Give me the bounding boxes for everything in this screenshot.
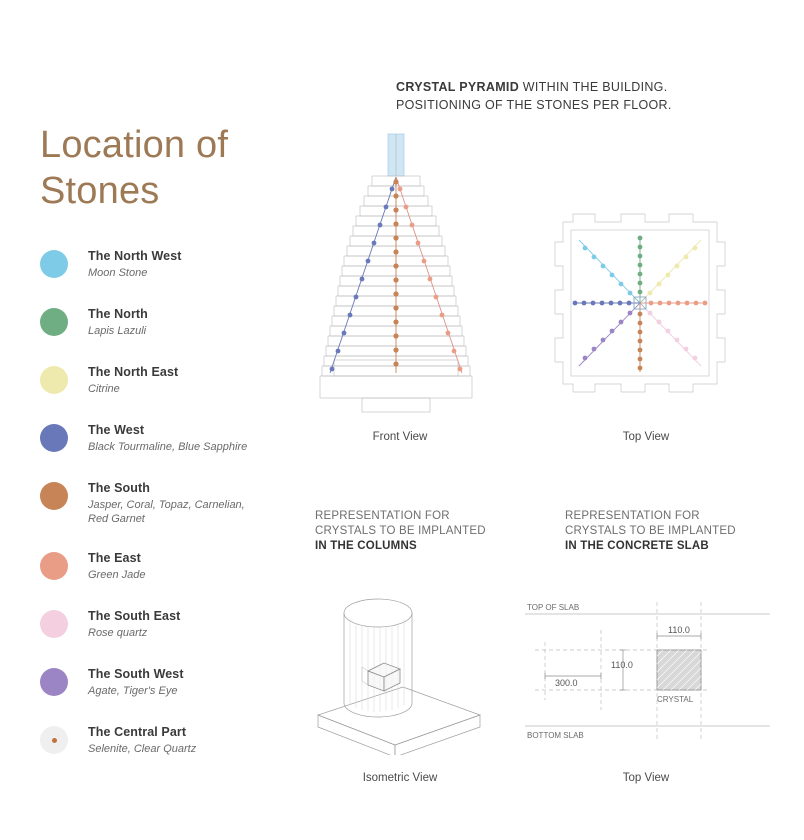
list-item (40, 550, 320, 596)
legend-item-label: The North East (88, 365, 179, 379)
legend-item-label: The East (88, 551, 141, 565)
legend-item-label: The North (88, 307, 148, 321)
color-swatch-central (40, 726, 68, 754)
center-dot-icon (52, 738, 57, 743)
main-heading (396, 78, 672, 114)
list-item (40, 724, 320, 770)
legend-item-stones: Lapis Lazuli (88, 325, 147, 337)
columns-subheading (315, 509, 515, 554)
crystal-label: CRYSTAL (657, 695, 694, 704)
front-view-caption: Front View (372, 431, 428, 443)
main-heading-bold: CRYSTAL PYRAMID (396, 80, 520, 94)
list-item (40, 480, 320, 538)
color-swatch-north-east (40, 366, 68, 394)
legend-item-stones: Rose quartz (88, 627, 148, 639)
legend-item-label: The South West (88, 667, 184, 681)
slab-detail-figure (505, 590, 785, 765)
isometric-view-caption: Isometric View (362, 772, 438, 784)
slab-subheading-line1: REPRESENTATION FOR (565, 510, 700, 522)
main-heading-line2: POSITIONING OF THE STONES PER FLOOR. (396, 98, 672, 112)
slab-top-view-caption: Top View (622, 772, 670, 784)
legend-item-stones: Citrine (88, 383, 120, 395)
legend (40, 248, 320, 782)
color-swatch-north-west (40, 250, 68, 278)
color-swatch-east (40, 552, 68, 580)
top-of-slab-label: TOP OF SLAB (527, 603, 580, 612)
page-title: Location of Stones (40, 124, 229, 212)
slab-subheading-line2: CRYSTALS TO BE IMPLANTED (565, 525, 736, 537)
legend-item-stones: Moon Stone (88, 267, 148, 279)
legend-item-label: The South East (88, 609, 181, 623)
legend-item-stones: Selenite, Clear Quartz (88, 743, 197, 755)
front-view-figure (312, 130, 492, 425)
bottom-slab-label: BOTTOM SLAB (527, 731, 584, 740)
color-swatch-south-east (40, 610, 68, 638)
color-swatch-west (40, 424, 68, 452)
slab-dim-offset: 300.0 (555, 678, 578, 688)
isometric-column-figure (300, 575, 500, 760)
top-view-caption: Top View (622, 431, 670, 443)
color-swatch-south-west (40, 668, 68, 696)
list-item (40, 666, 320, 712)
legend-item-stones: Green Jade (88, 569, 146, 581)
columns-subheading-line3: IN THE COLUMNS (315, 540, 417, 552)
legend-item-stones: Black Tourmaline, Blue Sapphire (88, 441, 248, 453)
list-item (40, 248, 320, 294)
slab-dim-width: 110.0 (668, 625, 690, 635)
color-swatch-south (40, 482, 68, 510)
legend-item-label: The West (88, 423, 145, 437)
top-view-figure (535, 200, 755, 425)
main-heading-rest: WITHIN THE BUILDING. (519, 80, 668, 94)
legend-item-label: The South (88, 481, 151, 495)
legend-item-label: The North West (88, 249, 182, 263)
slab-subheading-line3: IN THE CONCRETE SLAB (565, 540, 709, 552)
legend-item-label: The Central Part (88, 725, 187, 739)
legend-item-stones: Agate, Tiger's Eye (88, 685, 178, 697)
slab-dim-height: 110.0 (611, 660, 633, 670)
list-item (40, 364, 320, 410)
list-item (40, 422, 320, 468)
legend-item-stones: Jasper, Coral, Topaz, Carnelian, Red Garnet (88, 499, 245, 525)
list-item (40, 608, 320, 654)
columns-subheading-line1: REPRESENTATION FOR (315, 510, 450, 522)
color-swatch-north (40, 308, 68, 336)
columns-subheading-line2: CRYSTALS TO BE IMPLANTED (315, 525, 486, 537)
list-item (40, 306, 320, 352)
slab-subheading (565, 509, 765, 554)
